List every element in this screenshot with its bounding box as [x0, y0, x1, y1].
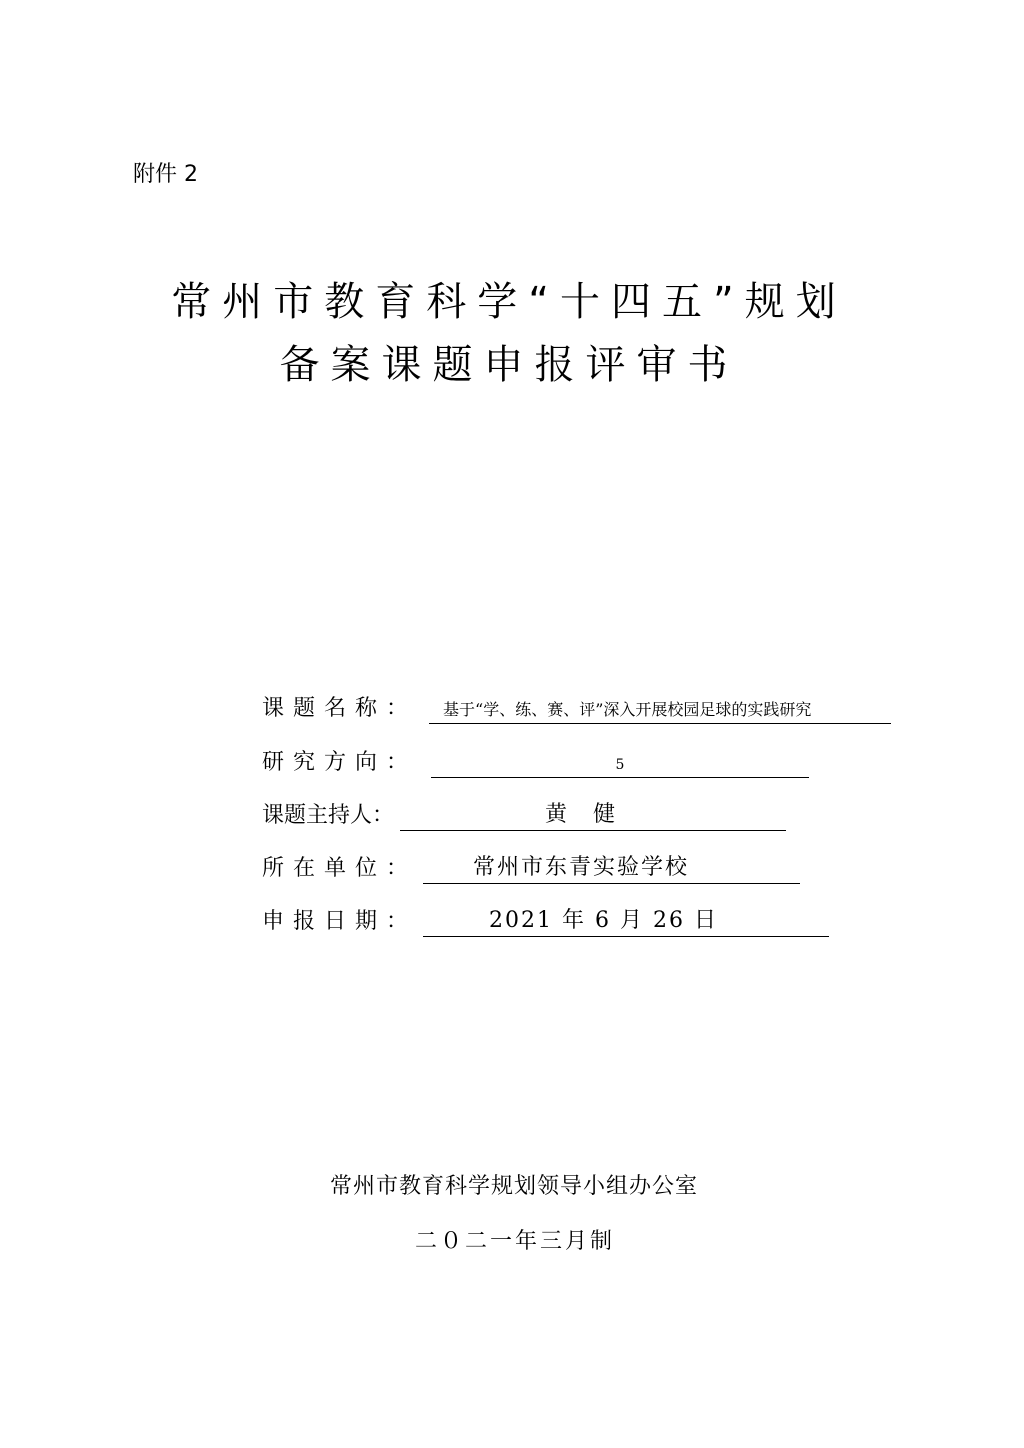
date-label: 申报日期：: [262, 909, 418, 934]
unit-line: [423, 853, 800, 884]
field-unit: [262, 848, 800, 884]
field-date: [262, 901, 829, 937]
topic-name-value: 基于“学、练、赛、评”深入开展校园足球的实践研究: [443, 700, 812, 719]
research-direction-line: [431, 747, 809, 778]
issuing-office: 常州市教育科学规划领导小组办公室: [329, 1174, 698, 1199]
topic-name-line: [429, 693, 891, 724]
unit-value: 常州市东青实验学校: [473, 855, 690, 880]
date-value: 2021 年 6 月 26 日: [489, 908, 718, 933]
field-research-direction: [262, 742, 809, 778]
unit-label: 所在单位：: [262, 856, 418, 881]
research-direction-label: 研究方向：: [262, 750, 418, 775]
host-value: 黄健: [545, 802, 642, 827]
research-direction-value: 5: [615, 757, 625, 773]
title-line-1: 常州市教育科学“十四五”规划: [171, 279, 847, 325]
field-topic-name: [262, 688, 891, 724]
field-host: [262, 795, 786, 831]
attachment-label: 附件 2: [133, 162, 198, 187]
topic-name-label: 课题名称：: [262, 696, 418, 721]
date-line: [423, 906, 829, 937]
host-label: 课题主持人：: [262, 803, 395, 828]
made-date: 二０二一年三月制: [414, 1229, 615, 1254]
host-line: [400, 800, 786, 831]
title-line-2: 备案课题申报评审书: [279, 342, 739, 388]
